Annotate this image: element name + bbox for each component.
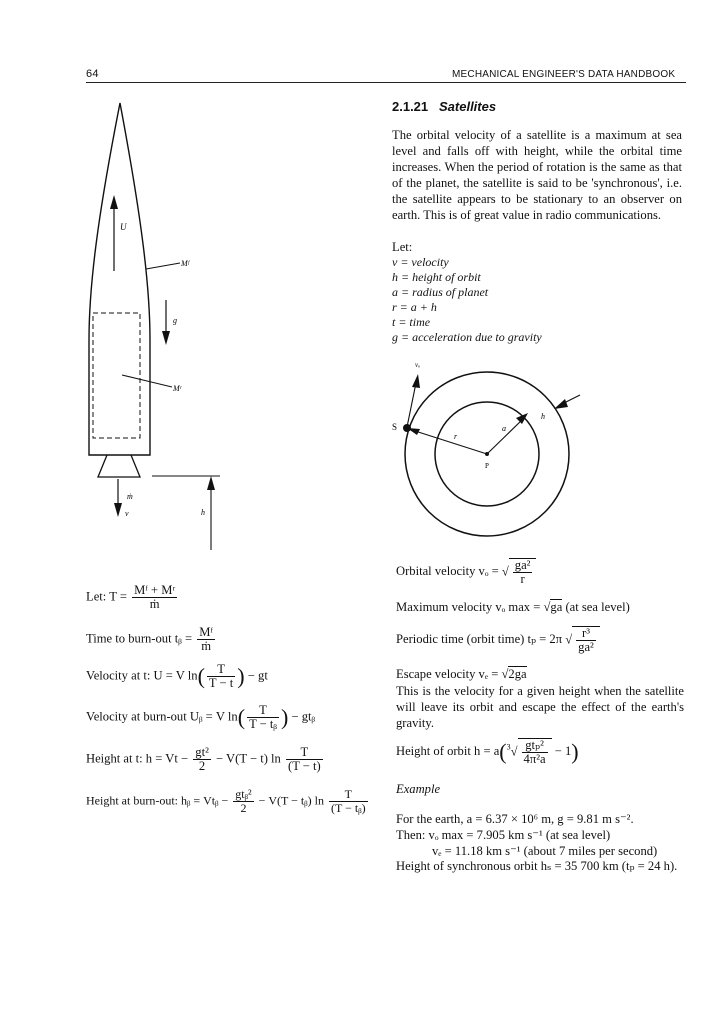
definition-item: t = time xyxy=(392,315,431,329)
g-arrow-icon xyxy=(162,331,170,345)
v-arrow-icon xyxy=(114,503,122,517)
example-line-2: Then: vₒ max = 7.905 km s⁻¹ (at sea level) xyxy=(396,828,611,842)
definition-item: r = a + h xyxy=(392,300,437,314)
definitions-let-label: Let: xyxy=(392,240,413,254)
formula-velocity-burnout: Velocity at burn-out Uᵦ = V ln( $\frac{T}{\text{T − tᵦ}}$ ) − gtᵦ xyxy=(86,703,316,731)
nozzle xyxy=(98,455,140,477)
definition-item: g = acceleration due to gravity xyxy=(392,330,542,344)
formula-max-velocity: Maximum velocity vₒ max = √ga (at sea level) xyxy=(396,600,630,614)
example-line-1: For the earth, a = 6.37 × 10⁶ m, g = 9.81 m s⁻². xyxy=(396,812,634,826)
planet-center-icon xyxy=(485,452,489,456)
formula-height-t: Height at t: h = Vt − $\frac{\text{gt²}}{2}$ − V(T − t) ln $\frac{T}{(T - t)}$ xyxy=(86,745,321,773)
formula-height-burnout: Height at burn-out: hᵦ = Vtᵦ − $\frac{\text{gtᵦ²}}{2}$ − V(T − tᵦ) ln $\frac{T}{\text{(T − tᵦ)}}$ xyxy=(86,787,366,815)
example-heading: Example xyxy=(396,782,441,796)
label-p: P xyxy=(485,462,489,470)
section-name: Satellites xyxy=(439,99,497,114)
rocket-diagram xyxy=(80,95,250,555)
section-title xyxy=(392,99,496,114)
label-r: r xyxy=(454,432,458,441)
definition-item: a = radius of planet xyxy=(392,285,489,299)
formula-orbital-velocity: Orbital velocity vₒ = √ $\frac{\text{ga²}}{r}$ xyxy=(396,558,536,586)
header-rule xyxy=(86,82,686,83)
label-a: a xyxy=(502,424,506,433)
label-mf: Mᶠ xyxy=(181,259,190,268)
h-arrow-icon xyxy=(554,399,568,409)
definition-item: h = height of orbit xyxy=(392,270,481,284)
definitions xyxy=(392,239,542,345)
formula-escape-velocity: Escape velocity vₑ = √2ga xyxy=(396,667,527,681)
u-arrow-icon xyxy=(110,195,118,209)
label-mdot: ṁ xyxy=(127,492,133,501)
formula-periodic-time: Periodic time (orbit time) tₚ = 2π √ $\frac{\text{r³}}{\text{ga²}}$ xyxy=(396,626,600,654)
definition-item: v = velocity xyxy=(392,255,449,269)
label-s: S xyxy=(392,422,398,432)
label-g: g xyxy=(173,316,177,325)
intro-paragraph: The orbital velocity of a satellite is a maximum at sea level and falls off with height, while the orbital time increases. When the period of rotation is the same as that of the planet, the satellite is said to be 'synchronous', i.e. the satellite appears to be stationary to an observer on earth. This is of great value in radio communications. xyxy=(392,128,682,222)
label-vo: vₒ xyxy=(415,361,421,369)
example-line-3: vₑ = 11.18 km s⁻¹ (about 7 miles per second) xyxy=(432,844,658,858)
vo-arrow-icon xyxy=(412,374,420,388)
formula-burnout-time: Time to burn-out tᵦ = $\frac{\text{Mᶠ}}{\text{ṁ}}$ xyxy=(86,625,214,653)
rocket-body xyxy=(89,103,150,455)
formula-height-orbit: Height of orbit h = a($^3$√ $\frac{\text{gtₚ²}}{\text{4π²a}}$ − 1) xyxy=(396,738,579,766)
label-h: h xyxy=(201,508,205,517)
label-mr: Mʳ xyxy=(173,384,182,393)
page-number: 64 xyxy=(86,68,99,80)
label-v: v xyxy=(125,509,129,518)
example-line-4: Height of synchronous orbit hₛ = 35 700 km (tₚ = 24 h). xyxy=(396,859,678,873)
running-title: MECHANICAL ENGINEER'S DATA HANDBOOK xyxy=(452,69,676,80)
h-arrow-icon xyxy=(207,476,215,490)
escape-note: This is the velocity for a given height when the satellite will leave its orbit and escape the effect of the earth's gravity. xyxy=(396,684,684,730)
label-u: U xyxy=(120,222,127,232)
label-h: h xyxy=(541,412,545,421)
formula-velocity-t: Velocity at t: U = V ln( $\frac{T}{T - t}$ ) − gt xyxy=(86,662,268,690)
orbit-diagram xyxy=(390,355,590,540)
section-number: 2.1.21 xyxy=(392,99,429,114)
fuel-tank xyxy=(93,313,140,438)
formula-let-t: Let: T = $\frac{\text{Mᶠ + Mʳ}}{\text{ṁ}}$ xyxy=(86,583,176,611)
